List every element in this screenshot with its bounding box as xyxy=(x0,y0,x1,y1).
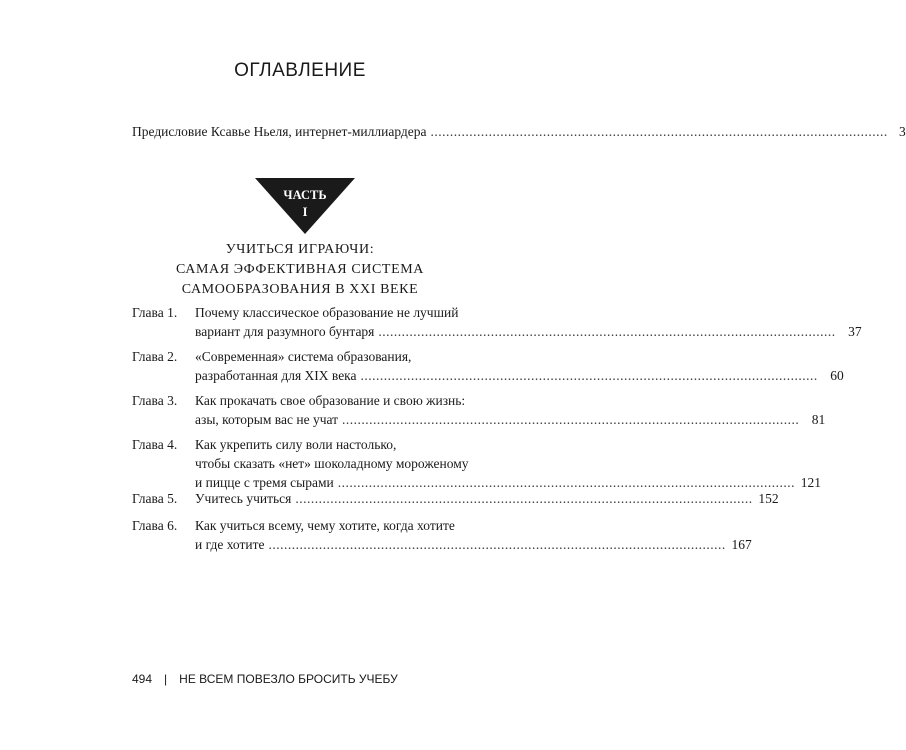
chapter-label: Глава 2. xyxy=(132,349,178,364)
page-title: ОГЛАВЛЕНИЕ xyxy=(234,60,366,81)
chapter-title-line: разработанная для XIX века xyxy=(195,368,357,383)
toc-entry-text: Предисловие Ксавье Ньеля, интернет-миллиардера xyxy=(132,124,427,139)
chapter-title-line: Учитесь учиться xyxy=(195,491,292,506)
chapter-label: Глава 5. xyxy=(132,491,178,506)
footer-separator: | xyxy=(164,672,168,686)
running-footer xyxy=(132,672,398,686)
chapter-title-line: вариант для разумного бунтаря xyxy=(195,324,375,339)
dot-leader xyxy=(361,366,818,385)
chapter-title-line: Как прокачать свое образование и свою жизнь: xyxy=(195,393,466,408)
chapter-title-line: «Современная» система образования, xyxy=(195,349,412,364)
chapter-title-line: и пицце с тремя сырами xyxy=(195,475,334,490)
chapter-label: Глава 4. xyxy=(132,437,178,452)
toc-entry-preface[interactable] xyxy=(132,122,906,141)
chapter-label: Глава 3. xyxy=(132,393,178,408)
part-title-line-1: УЧИТЬСЯ ИГРАЮЧИ: xyxy=(225,242,375,257)
dot-leader xyxy=(378,322,835,341)
chapter-page: 167 xyxy=(731,537,752,552)
chapter-page: 37 xyxy=(848,324,862,339)
chapter-label: Глава 1. xyxy=(132,305,178,320)
toc-entry-chapter-3[interactable] xyxy=(132,391,826,429)
footer-page-number: 494 xyxy=(132,672,153,686)
chapter-page: 152 xyxy=(758,491,779,506)
chapter-title-line: азы, которым вас не учат xyxy=(195,412,339,427)
chapter-label: Глава 6. xyxy=(132,518,178,533)
part-badge xyxy=(255,178,355,234)
toc-entry-chapter-6[interactable] xyxy=(132,516,752,554)
toc-entry-chapter-4[interactable] xyxy=(132,435,821,492)
toc-entry-chapter-5[interactable] xyxy=(132,489,779,508)
dot-leader xyxy=(295,489,752,508)
part-title-line-3: САМООБРАЗОВАНИЯ В XXI ВЕКЕ xyxy=(181,282,419,297)
chapter-page: 60 xyxy=(830,368,844,383)
dot-leader xyxy=(431,122,888,141)
footer-book-title: НЕ ВСЕМ ПОВЕЗЛО БРОСИТЬ УЧЕБУ xyxy=(179,672,398,686)
dot-leader xyxy=(269,535,726,554)
toc-entry-page: 3 xyxy=(899,124,906,139)
toc-entry-chapter-2[interactable] xyxy=(132,347,844,385)
part-label-word: ЧАСТЬ xyxy=(283,188,327,202)
toc-entry-chapter-1[interactable] xyxy=(132,303,862,341)
chapter-title-line: Почему классическое образование не лучший xyxy=(195,305,459,320)
chapter-title-line: и где хотите xyxy=(195,537,265,552)
part-label-number: I xyxy=(302,205,308,219)
chapter-page: 81 xyxy=(811,412,826,427)
part-title-line-2: САМАЯ ЭФФЕКТИВНАЯ СИСТЕМА xyxy=(176,262,424,277)
chapter-title-line: чтобы сказать «нет» шоколадному мороженому xyxy=(195,456,469,471)
chapter-title-line: Как учиться всему, чему хотите, когда хотите xyxy=(195,518,455,533)
chapter-page: 121 xyxy=(800,475,821,490)
dot-leader xyxy=(342,410,799,429)
chapter-title-line: Как укрепить силу воли настолько, xyxy=(195,437,397,452)
